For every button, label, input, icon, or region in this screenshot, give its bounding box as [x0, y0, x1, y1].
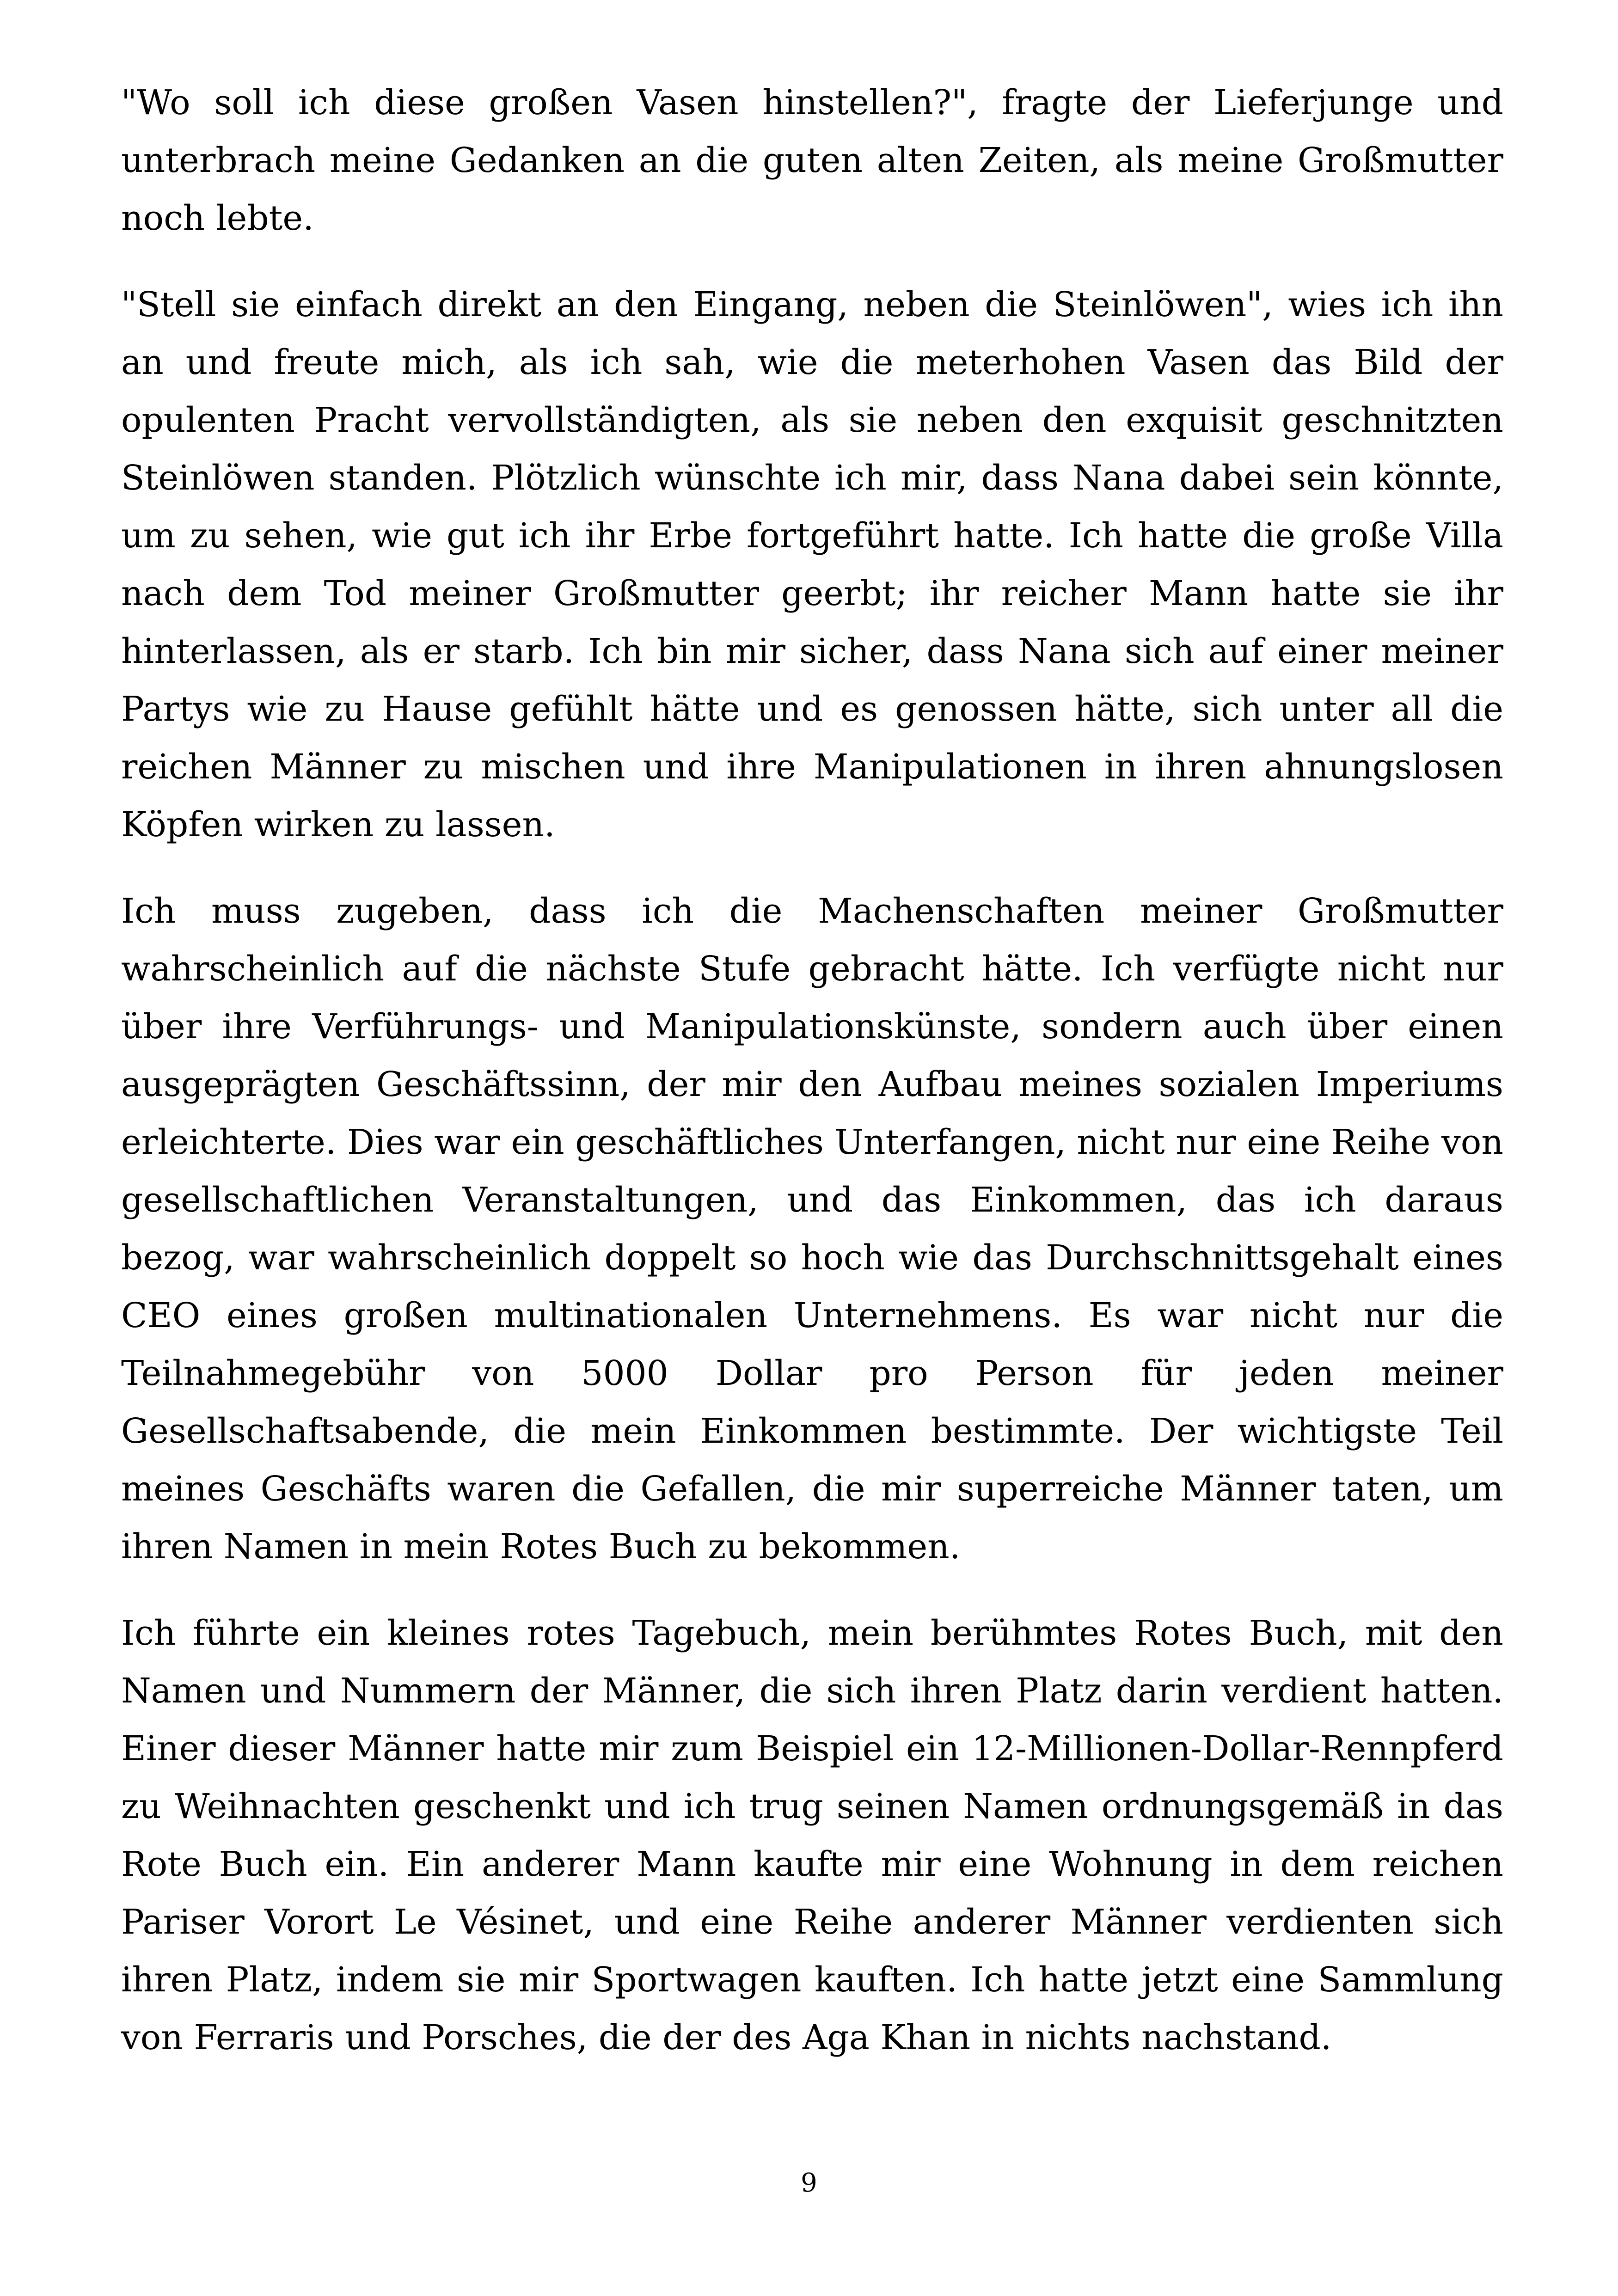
page-number: 9 — [801, 2168, 817, 2198]
paragraph-4: Ich führte ein kleines rotes Tagebuch, mein berühmtes Rotes Buch, mit den Namen und Nummern der Männer, die sich ihren Platz darin verdient hatten. Einer dieser Männer hatte mir zum Beispiel ein 12-Millionen-Dollar-Rennpferd zu Weihnachten geschenkt und ich trug seinen Namen ordnungsgemäß in das Rote Buch ein. Ein anderer Mann kaufte mir eine Wohnung in dem reichen Pariser Vorort Le Vésinet, und eine Reihe anderer Männer verdienten sich ihren Platz, indem sie mir Sportwagen kauften. Ich hatte jetzt eine Sammlung von Ferraris und Porsches, die der des Aga Khan in nichts nachstand. — [121, 1613, 1503, 2057]
body-text — [121, 74, 1503, 2095]
paragraph-2: "Stell sie einfach direkt an den Eingang, neben die Steinlöwen", wies ich ihn an und freute mich, als ich sah, wie die meterhohen Vasen das Bild der opulenten Pracht vervollständigten, als sie neben den exquisit geschnitzten Steinlöwen standen. Plötzlich wünschte ich mir, dass Nana dabei sein könnte, um zu sehen, wie gut ich ihr Erbe fortgeführt hatte. Ich hatte die große Villa nach dem Tod meiner Großmutter geerbt; ihr reicher Mann hatte sie ihr hinterlassen, als er starb. Ich bin mir sicher, dass Nana sich auf einer meiner Partys wie zu Hause gefühlt hätte und es genossen hätte, sich unter all die reichen Männer zu mischen und ihre Manipulationen in ihren ahnungslosen Köpfen wirken zu lassen. — [121, 285, 1503, 845]
paragraph-3: Ich muss zugeben, dass ich die Machenschaften meiner Großmutter wahrscheinlich auf die nächste Stufe gebracht hätte. Ich verfügte nicht nur über ihre Verführungs- und Manipulationskünste, sondern auch über einen ausgeprägten Geschäftssinn, der mir den Aufbau meines sozialen Imperiums erleichterte. Dies war ein geschäftliches Unterfangen, nicht nur eine Reihe von gesellschaftlichen Veranstaltungen, und das Einkommen, das ich daraus bezog, war wahrscheinlich doppelt so hoch wie das Durchschnittsgehalt eines CEO eines großen multinationalen Unternehmens. Es war nicht nur die Teilnahmegebühr von 5000 Dollar pro Person für jeden meiner Gesellschaftsabende, die mein Einkommen bestimmte. Der wichtigste Teil meines Geschäfts waren die Gefallen, die mir superreiche Männer taten, um ihren Namen in mein Rotes Buch zu bekommen. — [121, 891, 1503, 1567]
paragraph-1: "Wo soll ich diese großen Vasen hinstellen?", fragte der Lieferjunge und unterbrach meine Gedanken an die guten alten Zeiten, als meine Großmutter noch lebte. — [121, 83, 1503, 238]
